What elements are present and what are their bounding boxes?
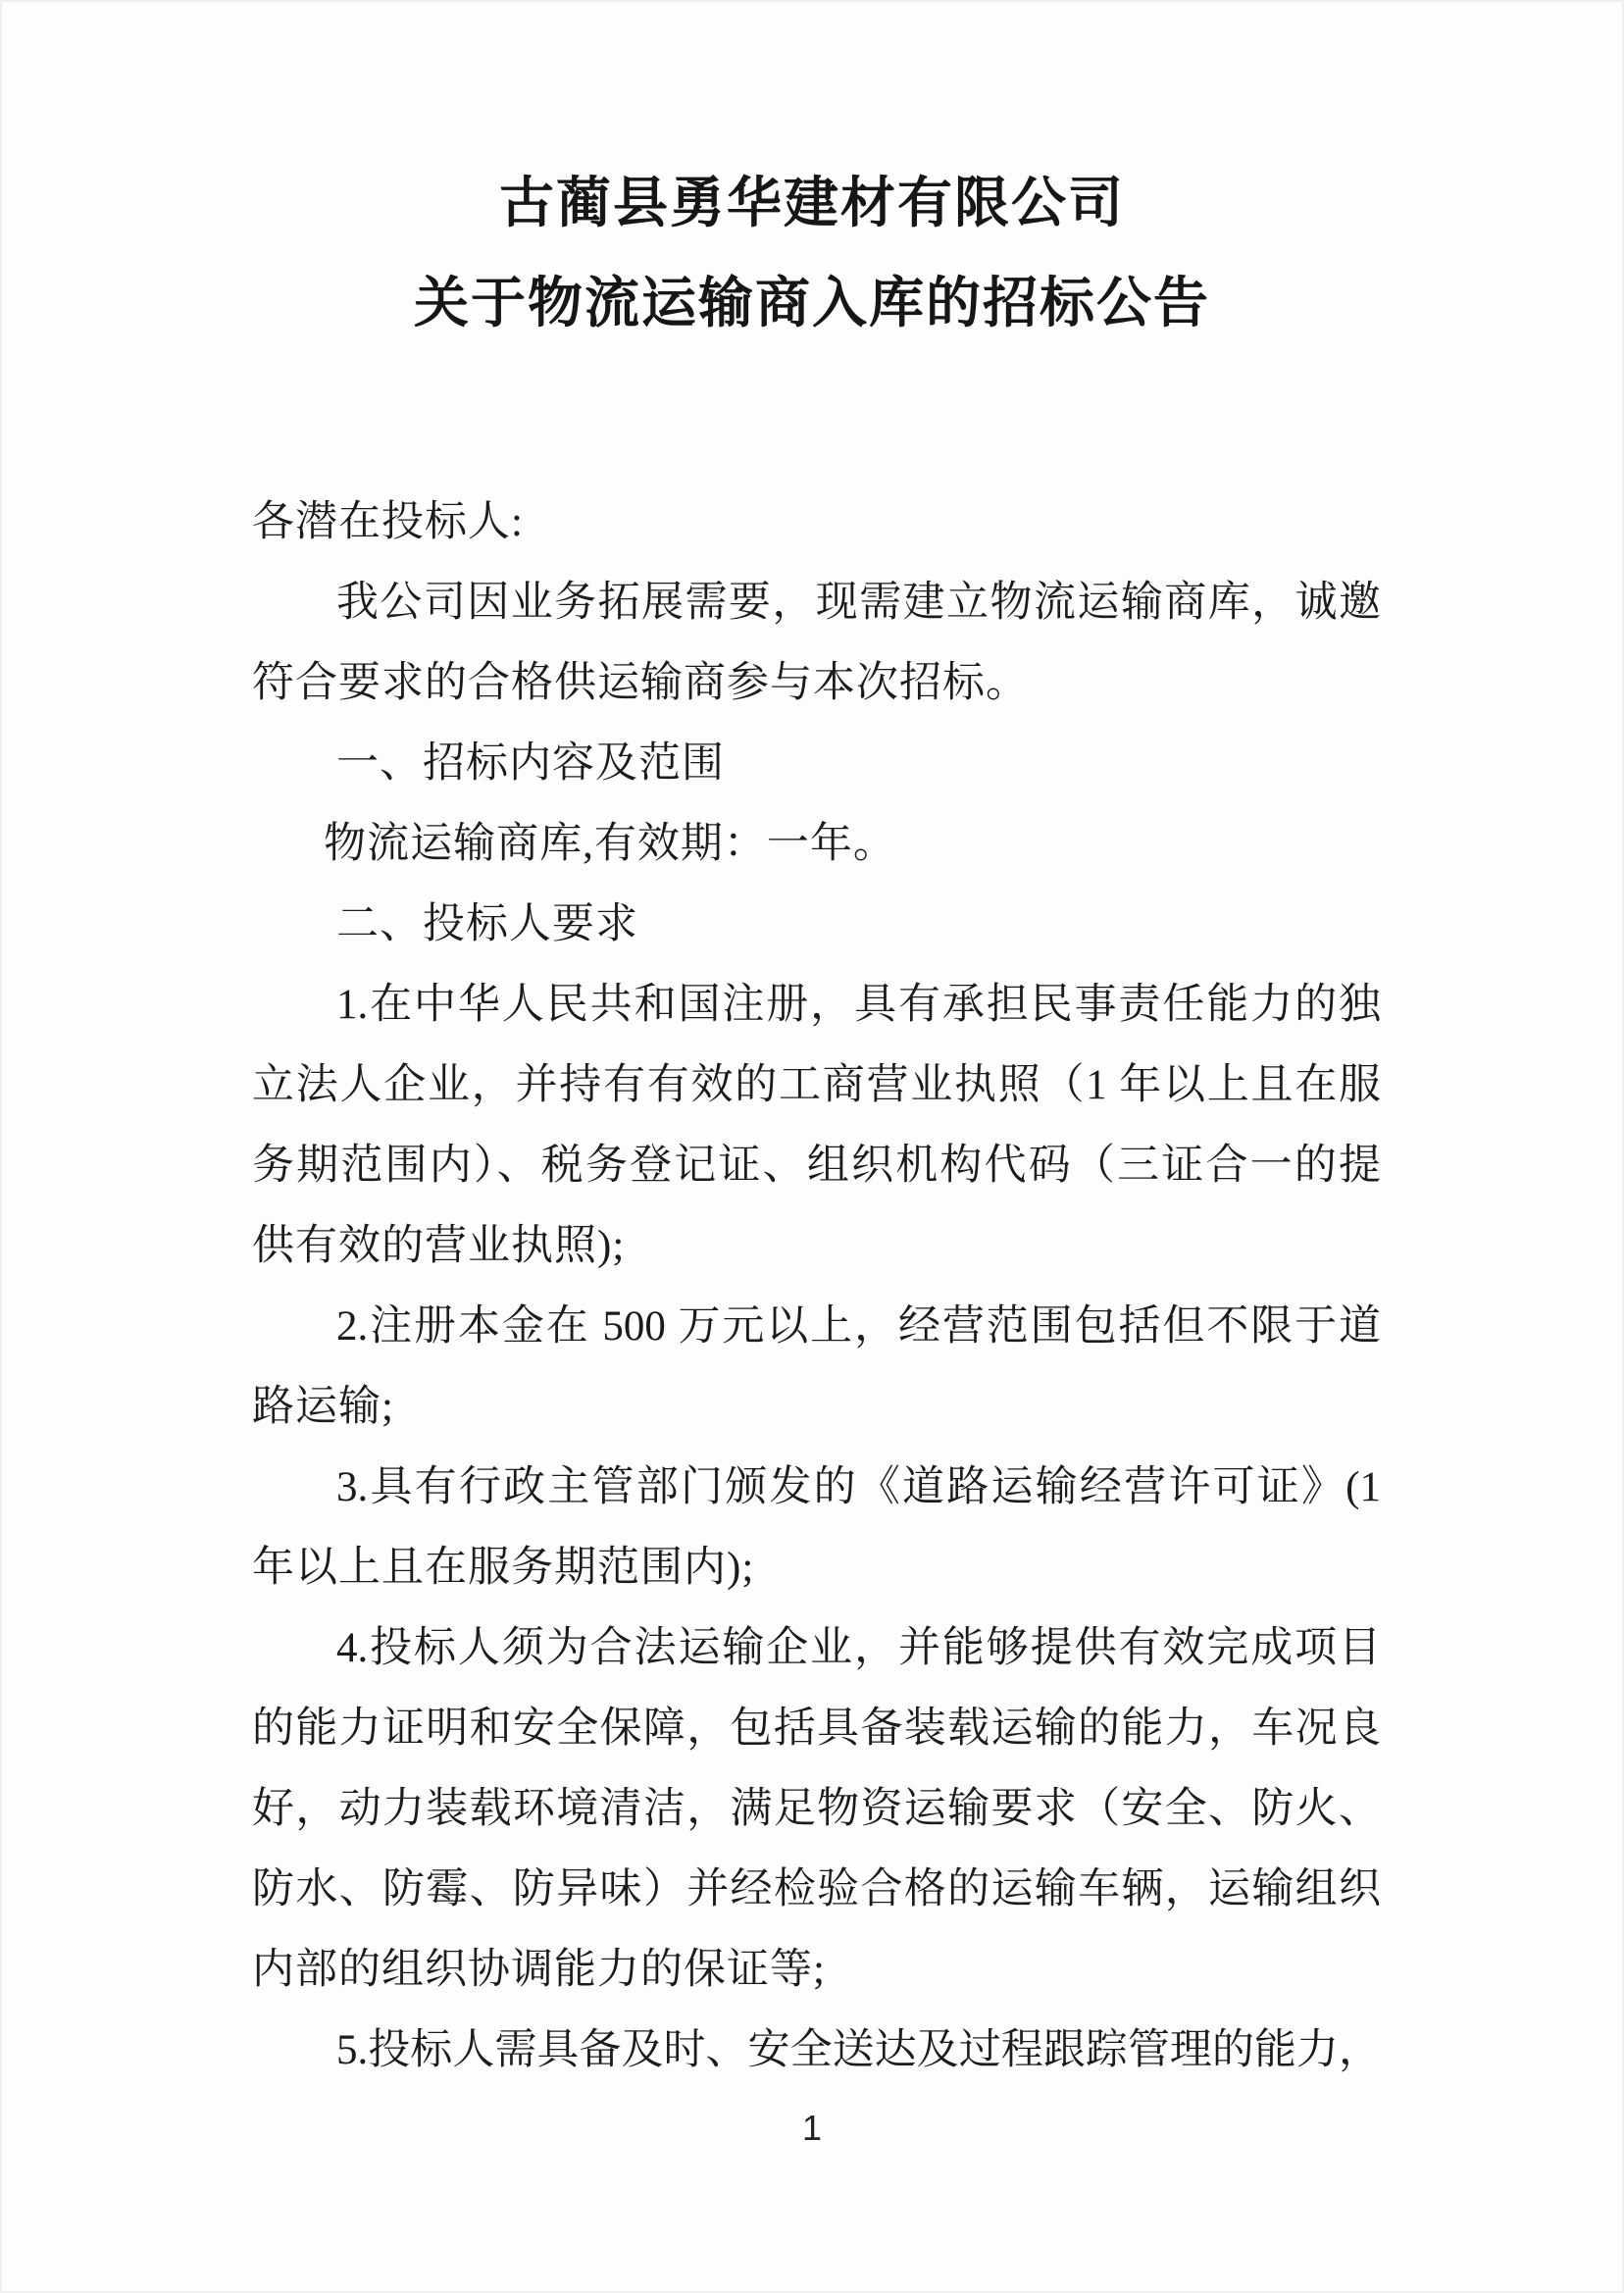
document-line: 的能力证明和安全保障，包括具备装载运输的能力，车况良 xyxy=(252,1706,1381,1752)
document-line: 物流运输商库,有效期：一年。 xyxy=(324,821,896,867)
document-line: 2.注册本金在 500 万元以上，经营范围包括但不限于道 xyxy=(336,1303,1381,1350)
document-line: 我公司因业务拓展需要，现需建立物流运输商库，诚邀 xyxy=(336,580,1381,626)
document-header xyxy=(0,0,1624,335)
document-line: 防水、防霉、防异味）并经检验合格的运输车辆，运输组织 xyxy=(252,1866,1381,1912)
document-line: 路运输; xyxy=(252,1384,394,1430)
document-line: 务期范围内）、税务登记证、组织机构代码（三证合一的提 xyxy=(252,1143,1381,1189)
document-line: 5.投标人需具备及时、安全送达及过程跟踪管理的能力， xyxy=(336,2027,1381,2073)
page-number: 1 xyxy=(801,2108,823,2148)
document-line: 各潜在投标人: xyxy=(252,499,524,545)
document-line: 4.投标人须为合法运输企业，并能够提供有效完成项目 xyxy=(336,1625,1381,1671)
document-line: 立法人企业，并持有有效的工商营业执照（1 年以上且在服 xyxy=(252,1062,1381,1108)
document-line: 二、投标人要求 xyxy=(336,901,638,947)
document-body xyxy=(252,483,1381,2091)
document-line: 1.在中华人民共和国注册，具有承担民事责任能力的独 xyxy=(336,982,1381,1028)
document-line: 好，动力装载环境清洁，满足物资运输要求（安全、防火、 xyxy=(252,1786,1381,1832)
document-line: 年以上且在服务期范围内); xyxy=(252,1545,755,1591)
document-title-line2: 关于物流运输商入库的招标公告 xyxy=(414,274,1210,334)
document-line: 符合要求的合格供运输商参与本次招标。 xyxy=(252,660,1029,706)
document-line: 内部的组织协调能力的保证等; xyxy=(252,1947,826,1993)
document-line: 供有效的营业执照); xyxy=(252,1223,626,1269)
document-line: 一、招标内容及范围 xyxy=(336,740,725,787)
document-line: 3.具有行政主管部门颁发的《道路运输经营许可证》(1 xyxy=(336,1464,1381,1510)
document-title-line1: 古蔺县勇华建材有限公司 xyxy=(499,174,1125,234)
